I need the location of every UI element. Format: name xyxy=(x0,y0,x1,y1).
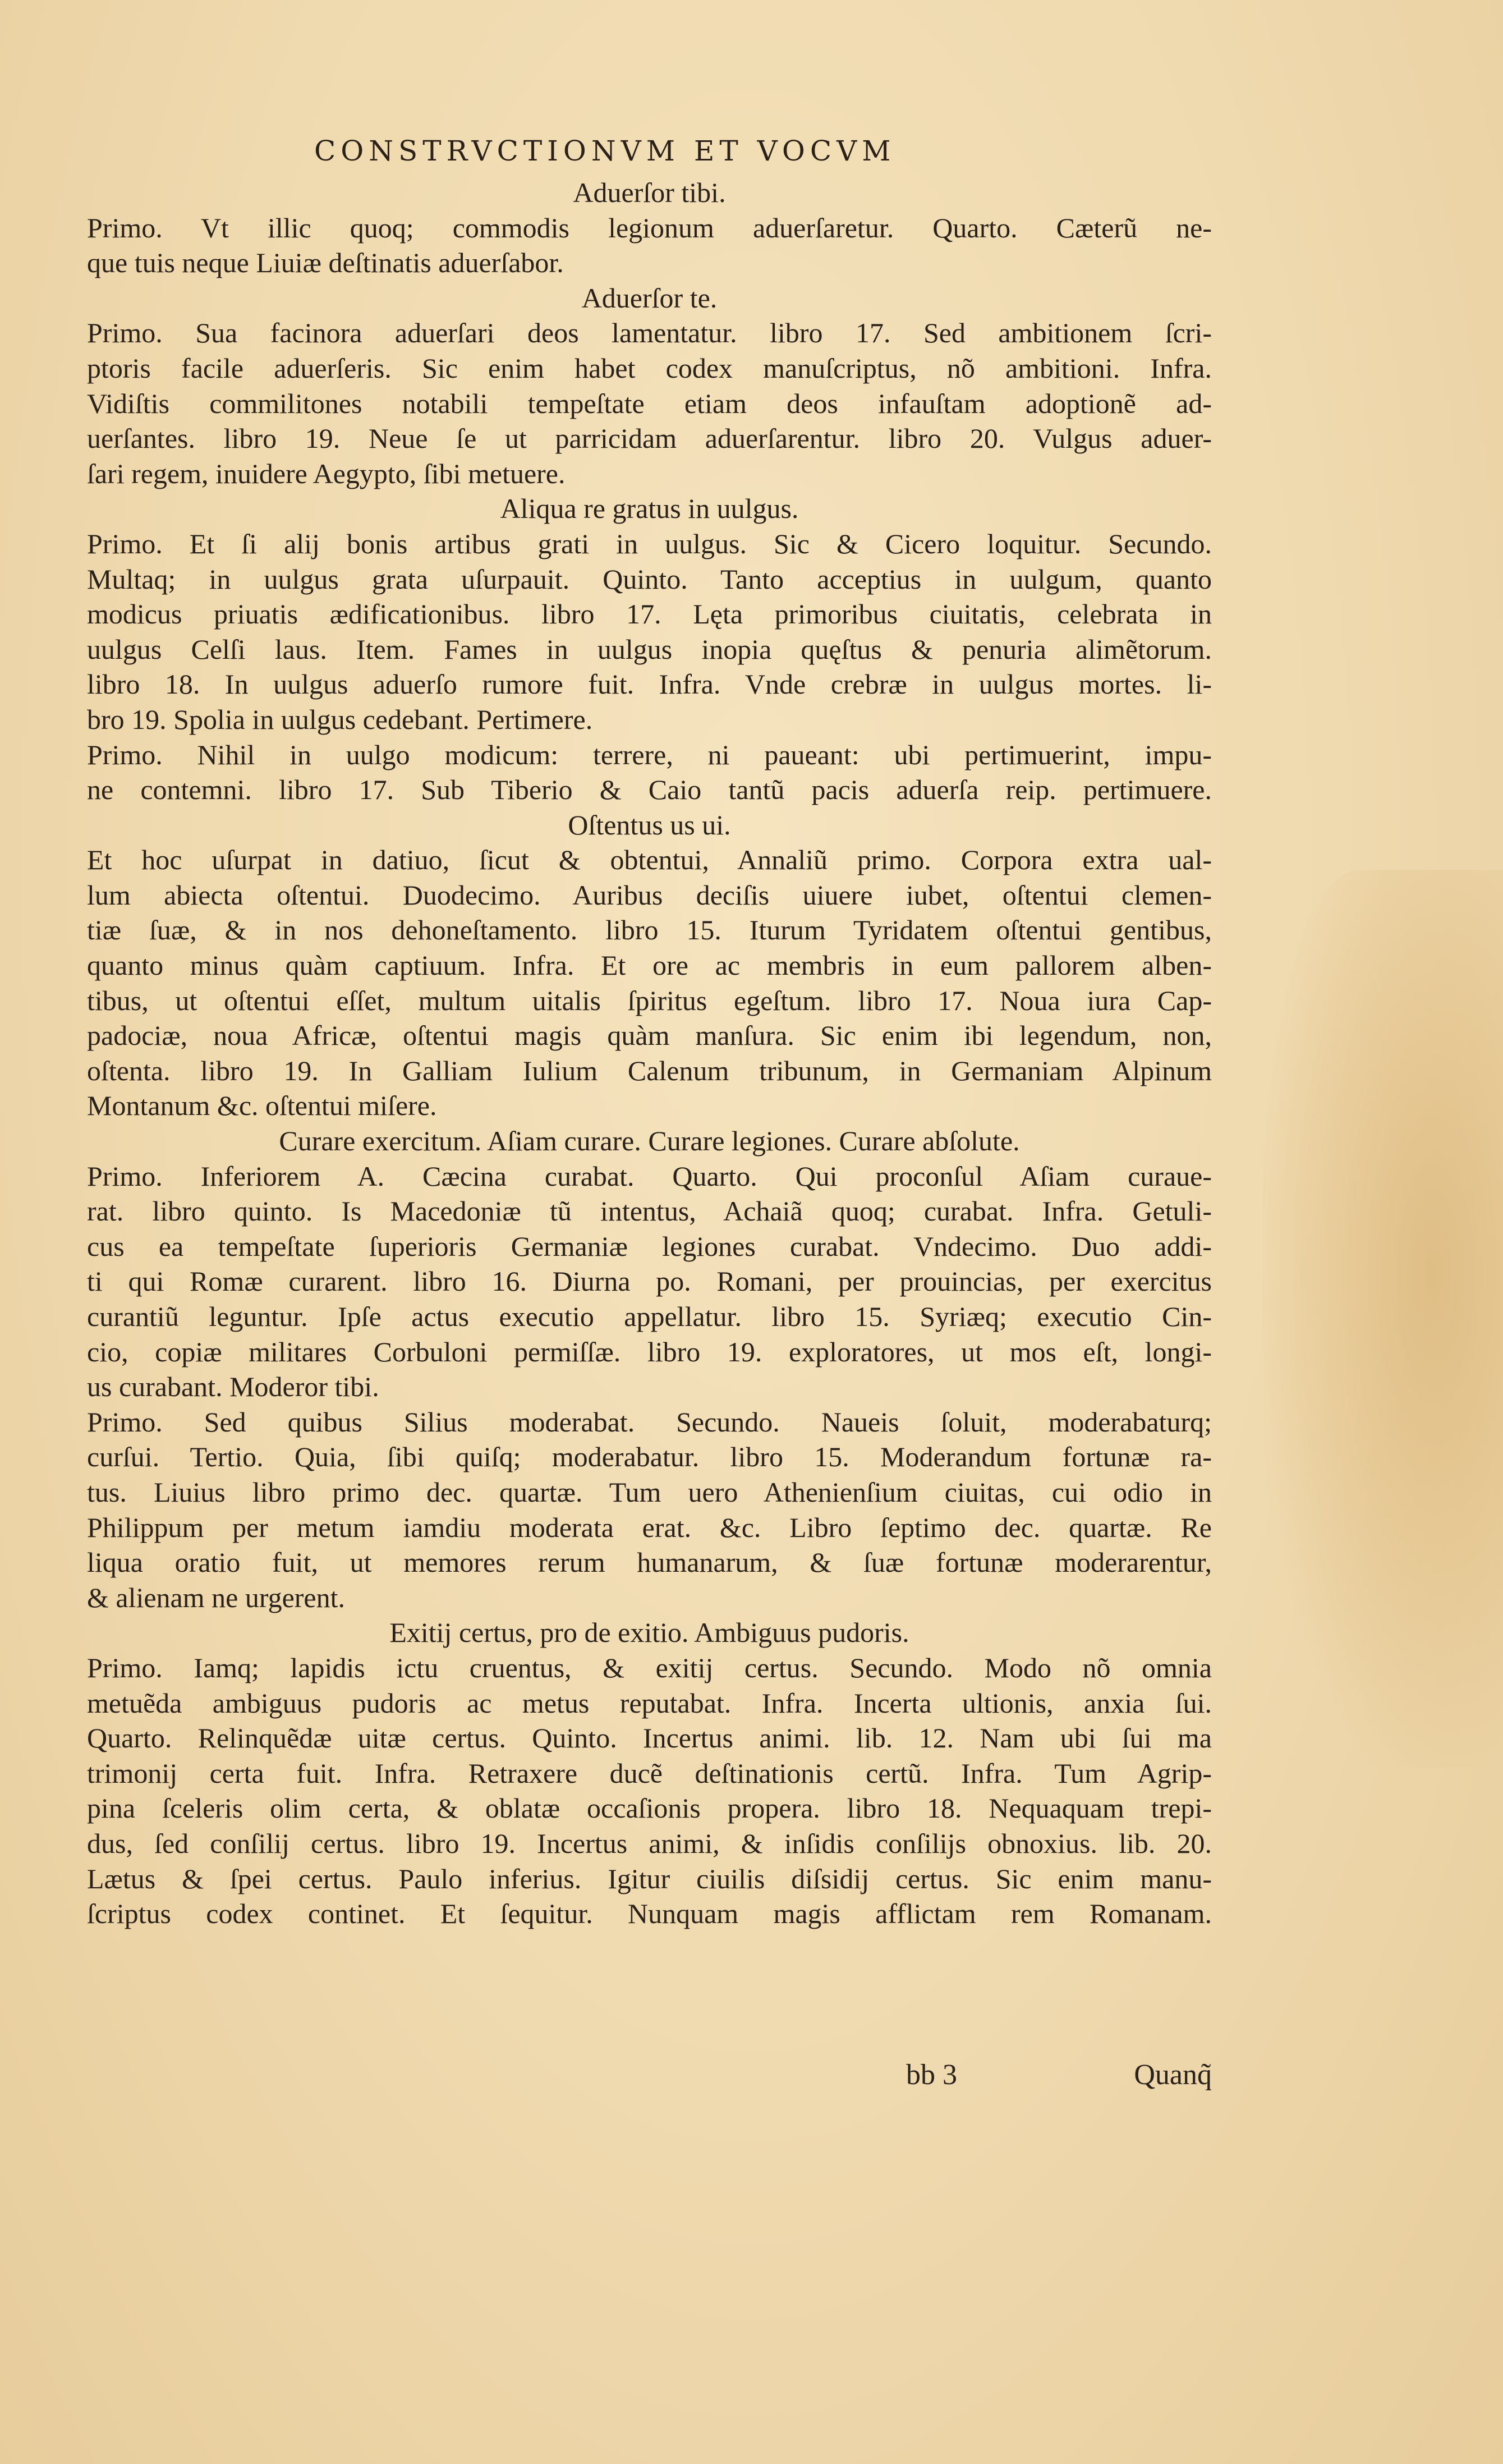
text-line: Primo. Vt illic quoq; commodis legionum aduerſaretur. Quarto. Cæterũ ne- xyxy=(87,212,1212,244)
section-heading: Aduerſor tibi. xyxy=(573,177,726,208)
text-line: tibus, ut oſtentui eſſet, multum uitalis ſpiritus egeſtum. libro 17. Noua iura Cap- xyxy=(87,984,1212,1016)
text-line: ti qui Romæ curarent. libro 16. Diurna po. Romani, per prouincias, per exercitus xyxy=(87,1265,1212,1297)
text-line: ſcriptus codex continet. Et ſequitur. Nunquam magis afflictam rem Romanam. xyxy=(87,1898,1212,1930)
text-line: bro 19. Spolia in uulgus cedebant. Pertimere. xyxy=(87,703,593,735)
text-line: uerſantes. libro 19. Neue ſe ut parricidam aduerſarentur. libro 20. Vulgus aduer- xyxy=(87,423,1212,455)
text-line: Primo. Nihil in uulgo modicum: terrere, ni paueant: ubi pertimuerint, impu- xyxy=(87,738,1212,770)
water-stain xyxy=(1262,870,1503,1768)
text-line: Primo. Inferiorem A. Cæcina curabat. Quarto. Qui proconſul Aſiam curaue- xyxy=(87,1160,1212,1192)
section-heading: Exitij certus, pro de exitio. Ambiguus pudoris. xyxy=(389,1617,909,1649)
text-line: ſari regem, inuidere Aegypto, ſibi metuere. xyxy=(87,457,566,489)
text-line: Vidiſtis commilitones notabili tempeſtate etiam deos infauſtam adoptionẽ ad- xyxy=(87,387,1212,419)
text-line: Primo. Sed quibus Silius moderabat. Secundo. Naueis ſoluit, moderabaturq; xyxy=(87,1406,1212,1438)
text-line: oſtenta. libro 19. In Galliam Iulium Calenum tribunum, in Germaniam Alpinum xyxy=(87,1054,1212,1086)
text-line: dus, ſed conſilij certus. libro 19. Incertus animi, & inſidis conſilijs obnoxius. lib. 20. xyxy=(87,1827,1212,1859)
text-line: Primo. Et ſi alij bonis artibus grati in uulgus. Sic & Cicero loquitur. Secundo. xyxy=(87,527,1212,559)
text-line: trimonij certa fuit. Infra. Retraxere ducẽ deſtinationis certũ. Infra. Tum Agrip- xyxy=(87,1757,1212,1789)
text-line: & alienam ne urgerent. xyxy=(87,1581,346,1613)
text-line: modicus priuatis ædificationibus. libro 17. Lęta primoribus ciuitatis, celebrata in xyxy=(87,598,1212,630)
text-line: Primo. Sua facinora aduerſari deos lamentatur. libro 17. Sed ambitionem ſcri- xyxy=(87,317,1212,349)
text-line: cus ea tempeſtate ſuperioris Germaniæ legiones curabat. Vndecimo. Duo addi- xyxy=(87,1230,1212,1262)
text-line: Primo. Iamq; lapidis ictu cruentus, & exitij certus. Secundo. Modo nõ omnia xyxy=(87,1651,1212,1683)
text-line: metuẽda ambiguus pudoris ac metus reputabat. Infra. Incerta ultionis, anxia ſui. xyxy=(87,1687,1212,1719)
text-line: Montanum &c. oſtentui miſere. xyxy=(87,1090,437,1122)
text-line: ne contemni. libro 17. Sub Tiberio & Caio tantũ pacis aduerſa reip. pertimuere. xyxy=(87,774,1212,806)
text-line: padociæ, noua Africæ, oſtentui magis quàm manſura. Sic enim ibi legendum, non, xyxy=(87,1020,1212,1052)
text-line: Philippum per metum iamdiu moderata erat. &c. Libro ſeptimo dec. quartæ. Re xyxy=(87,1511,1212,1543)
text-line: que tuis neque Liuiæ deſtinatis aduerſabor. xyxy=(87,247,564,279)
text-line: Multaq; in uulgus grata uſurpauit. Quinto. Tanto acceptius in uulgum, quanto xyxy=(87,563,1212,595)
text-line: us curabant. Moderor tibi. xyxy=(87,1371,379,1403)
text-line: quanto minus quàm captiuum. Infra. Et ore ac membris in eum pallorem alben- xyxy=(87,949,1212,981)
section-heading: Curare exercitum. Aſiam curare. Curare legiones. Curare abſolute. xyxy=(279,1125,1020,1157)
text-line: liqua oratio fuit, ut memores rerum humanarum, & ſuæ fortunæ moderarentur, xyxy=(87,1547,1212,1579)
text-line: libro 18. In uulgus aduerſo rumore fuit. Infra. Vnde crebræ in uulgus mortes. li- xyxy=(87,668,1212,700)
text-line: curantiũ leguntur. Ipſe actus executio appellatur. libro 15. Syriæq; executio Cin- xyxy=(87,1301,1212,1332)
text-line: Et hoc uſurpat in datiuo, ſicut & obtentui, Annaliũ primo. Corpora extra ual- xyxy=(87,844,1212,876)
text-line: Lætus & ſpei certus. Paulo inferius. Igitur ciuilis diſsidij certus. Sic enim manu- xyxy=(87,1862,1212,1894)
text-line: cio, copiæ militares Corbuloni permiſſæ. libro 19. exploratores, ut mos eſt, longi- xyxy=(87,1336,1212,1368)
section-heading: Aduerſor te. xyxy=(581,282,718,314)
text-line: tus. Liuius libro primo dec. quartæ. Tum uero Athenienſium ciuitas, cui odio in xyxy=(87,1476,1212,1508)
page-footer xyxy=(87,2058,1212,2094)
section-heading: Oſtentus us ui. xyxy=(568,809,731,841)
text-line: uulgus Celſi laus. Item. Fames in uulgus inopia quęſtus & penuria alimẽtorum. xyxy=(87,633,1212,665)
section-heading: Aliqua re gratus in uulgus. xyxy=(500,493,799,525)
text-line: lum abiecta oſtentui. Duodecimo. Auribus deciſis uiuere iubet, oſtentui clemen- xyxy=(87,879,1212,911)
text-block xyxy=(87,175,1212,1931)
text-line: Quarto. Relinquẽdæ uitæ certus. Quinto. Incertus animi. lib. 12. Nam ubi ſui ma xyxy=(87,1722,1212,1754)
catchword: Quanq̃ xyxy=(1134,2059,1212,2091)
text-line: rat. libro quinto. Is Macedoniæ tũ intentus, Achaiã quoq; curabat. Infra. Getuli- xyxy=(87,1195,1212,1227)
text-line: tiæ ſuæ, & in nos dehoneſtamento. libro 15. Iturum Tyridatem oſtentui gentibus, xyxy=(87,914,1212,946)
running-head: CONSTRVCTIONVM ET VOCVM xyxy=(314,135,896,167)
text-line: pina ſceleris olim certa, & oblatæ occaſionis propera. libro 18. Nequaquam trepi- xyxy=(87,1792,1212,1824)
signature-mark: bb 3 xyxy=(906,2059,957,2091)
text-line: ptoris facile aduerſeris. Sic enim habet codex manuſcriptus, nõ ambitioni. Infra. xyxy=(87,352,1212,384)
text-line: curſui. Tertio. Quia, ſibi quiſq; moderabatur. libro 15. Moderandum fortunæ ra- xyxy=(87,1441,1212,1473)
